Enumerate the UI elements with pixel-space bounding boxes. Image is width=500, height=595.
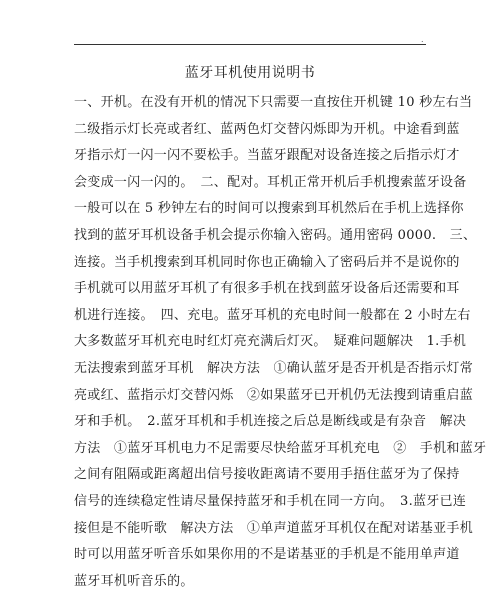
body-line: 信号的连续稳定性请尽量保持蓝牙和手机在同一方向。 3.蓝牙已连 [74,493,467,509]
body-line: 连接。当手机搜索到耳机同时你也正确输入了密码后并不是说你的 [74,254,460,270]
body-line: 之间有阻隔或距离超出信号接收距离请不要用手捂住蓝牙为了保持 [74,467,460,483]
document-title: 蓝牙耳机使用说明书 [184,65,316,81]
body-line: 牙指示灯一闪一闪不要松手。当蓝牙跟配对设备连接之后指示灯才 [74,148,460,164]
body-line: 一般可以在 5 秒钟左右的时间可以搜索到耳机然后在手机上选择你 [74,201,464,217]
body-line: 接但是不能听歌 解决方法 ①单声道蓝牙耳机仅在配对诺基亚手机 [74,520,474,536]
body-line: 一、开机。在没有开机的情况下只需要一直按住开机键 10 秒左右当 [74,95,473,110]
header-rule [74,44,426,45]
body-line: 机进行连接。 四、充电。蓝牙耳机的充电时间一般都在 2 小时左右 [74,307,471,323]
body-line: 会变成一闪一闪的。 二、配对。耳机正常开机后手机搜索蓝牙设备 [74,174,467,190]
body-line: 亮或红、蓝指示灯交替闪烁 ②如果蓝牙已开机仍无法搜到请重启蓝 [74,387,474,403]
body-line: 时可以用蓝牙听音乐如果你用的不是诺基亚的手机是不能用单声道 [74,547,460,563]
body-line: 大多数蓝牙耳机充电时红灯亮充满后灯灭。 疑难问题解决 1.手机 [74,334,467,350]
header-corner-mark: . [421,35,424,44]
body-line: 手机就可以用蓝牙耳机了有很多手机在找到蓝牙设备后还需要和耳 [74,281,460,297]
body-line: 牙和手机。 2.蓝牙耳机和手机连接之后总是断线或是有杂音 解决 [74,414,467,430]
body-line: 蓝牙耳机听音乐的。 [74,573,194,589]
body-line: 找到的蓝牙耳机设备手机会提示你输入密码。通用密码 0000. 三、 [74,227,477,243]
body-line: 二级指示灯长亮或者红、蓝两色灯交替闪烁即为开机。中途看到蓝 [74,121,460,137]
body-line: 无法搜索到蓝牙耳机 解决方法 ①确认蓝牙是否开机是否指示灯常 [74,360,474,376]
document-body [74,90,487,595]
body-line: 方法 ①蓝牙耳机电力不足需要尽快给蓝牙耳机充电 ② 手机和蓝牙 [74,440,487,456]
